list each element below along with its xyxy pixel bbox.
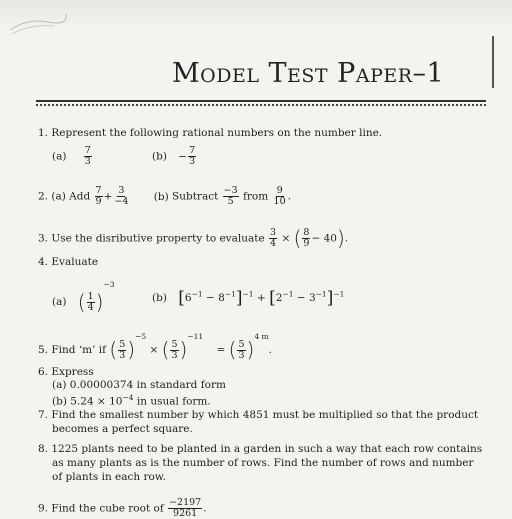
equals-sign: = (216, 344, 226, 356)
fraction: $\frac{9}{10}$ (273, 185, 286, 207)
question-6 (38, 366, 94, 379)
question-text: Express (51, 366, 94, 378)
fraction: $\frac{5}{3}$ (171, 338, 178, 361)
part-label: (b) (152, 292, 167, 304)
open-paren: ( (161, 337, 170, 362)
period: . (287, 190, 291, 203)
margin-line (492, 36, 494, 88)
question-number: 9. (38, 502, 49, 515)
close-bracket: ] (326, 288, 334, 308)
fraction: $\frac{5}{3}$ (119, 338, 126, 361)
question-4a (52, 280, 115, 314)
open-paren: ( (109, 337, 118, 362)
question-text: 1225 plants need to be planted in a garden in such a way that each row contains (51, 443, 483, 455)
question-text: Add (69, 190, 91, 203)
open-paren: ( (228, 337, 237, 362)
fraction: $\frac{-2197}{9261}$ (169, 497, 202, 519)
exponent: −1 (282, 289, 294, 299)
question-3 (38, 228, 348, 249)
open-paren: ( (293, 226, 302, 250)
fraction: $\frac{5}{3}$ (238, 338, 245, 361)
part-label: (a) (52, 150, 67, 163)
question-text: Use the disributive property to evaluate (51, 232, 265, 245)
question-4b (152, 288, 344, 308)
fraction: $\frac{-3}{5}$ (223, 185, 238, 207)
close-paren: ) (127, 337, 136, 362)
question-number: 3. (38, 232, 49, 245)
fraction: $\frac{3}{4}$ (270, 227, 277, 249)
question-number: 8. (38, 443, 49, 455)
period: . (268, 344, 272, 356)
question-2 (38, 186, 291, 207)
page-title: Model Test Paper–1 (172, 58, 445, 89)
exponent: −11 (187, 332, 204, 341)
question-text: from (243, 190, 269, 203)
fraction: $\frac{7}{3}$ (84, 145, 91, 167)
question-1b (152, 146, 197, 167)
question-text: Find the smallest number by which 4851 must be multiplied so that the product (51, 409, 479, 421)
expression-term: − 40 (311, 232, 337, 245)
times-sign: × (149, 344, 159, 356)
question-number: 1. (38, 127, 49, 139)
scan-mark (8, 10, 68, 36)
base: 2 (275, 292, 283, 304)
exponent: −1 (333, 289, 345, 299)
question-text: Evaluate (51, 256, 99, 268)
title-rule (36, 100, 486, 102)
question-number: 6. (38, 366, 49, 378)
open-bracket: [ (269, 288, 276, 308)
close-paren: ) (95, 290, 104, 314)
exponent: −1 (191, 289, 203, 299)
question-number: 5. (38, 344, 49, 356)
question-6a: (a) 0.00000374 in standard form (52, 379, 226, 391)
part-label: (a) (52, 296, 67, 308)
question-9 (38, 498, 207, 519)
question-7 (38, 409, 478, 422)
times-sign: × (281, 232, 291, 245)
question-8 (38, 443, 482, 456)
exponent: −3 (103, 280, 115, 289)
question-text: in usual form. (133, 395, 211, 408)
exponent: −1 (242, 289, 254, 299)
plus-sign: + (256, 292, 266, 304)
question-4 (38, 256, 98, 269)
question-text: (b) 5.24 × 10 (52, 395, 123, 408)
fraction: $\frac{7}{9}$ (95, 185, 102, 207)
period: . (344, 232, 349, 245)
part-label: (b) (153, 190, 169, 203)
question-7-line2: becomes a perfect square. (52, 423, 193, 435)
fraction: $\frac{1}{4}$ (87, 290, 94, 313)
part-label: (a) (51, 190, 66, 203)
question-8-line2: as many plants as is the number of rows. Find the number of rows and number (52, 457, 474, 469)
exponent: 4 m (254, 332, 269, 341)
plus-sign: + (103, 190, 113, 203)
exponent: −5 (135, 332, 147, 341)
question-text: Represent the following rational numbers on the number line. (51, 127, 383, 139)
exponent: −1 (224, 289, 236, 299)
question-5 (38, 330, 272, 361)
close-bracket: ] (235, 288, 243, 308)
question-number: 4. (38, 256, 49, 268)
question-1a (52, 146, 93, 167)
minus-sign: − (178, 150, 188, 163)
question-text: Find the cube root of (51, 502, 164, 515)
question-number: 2. (38, 190, 49, 203)
open-bracket: [ (178, 288, 185, 308)
scan-edge (0, 0, 512, 30)
expression-term: − 3 (293, 292, 316, 304)
fraction: $\frac{7}{3}$ (189, 145, 196, 167)
question-6b (52, 393, 211, 408)
close-paren: ) (246, 337, 255, 362)
question-1 (38, 127, 382, 140)
question-8-line3: of plants in each row. (52, 471, 166, 483)
close-paren: ) (179, 337, 188, 362)
question-text: Subtract (172, 190, 219, 203)
exponent: −1 (315, 289, 327, 299)
title-dotted-rule (36, 104, 486, 106)
exponent: −4 (122, 393, 134, 402)
fraction: $\frac{8}{9}$ (303, 227, 310, 249)
expression-term: − 8 (202, 292, 225, 304)
fraction: $\frac{3}{-4}$ (114, 185, 129, 207)
close-paren: ) (336, 226, 345, 250)
base: 6 (184, 292, 192, 304)
open-paren: ( (77, 290, 86, 314)
question-text: Find ‘m’ if (51, 344, 107, 356)
question-number: 7. (38, 409, 49, 421)
period: . (203, 502, 207, 515)
part-label: (b) (152, 150, 167, 163)
